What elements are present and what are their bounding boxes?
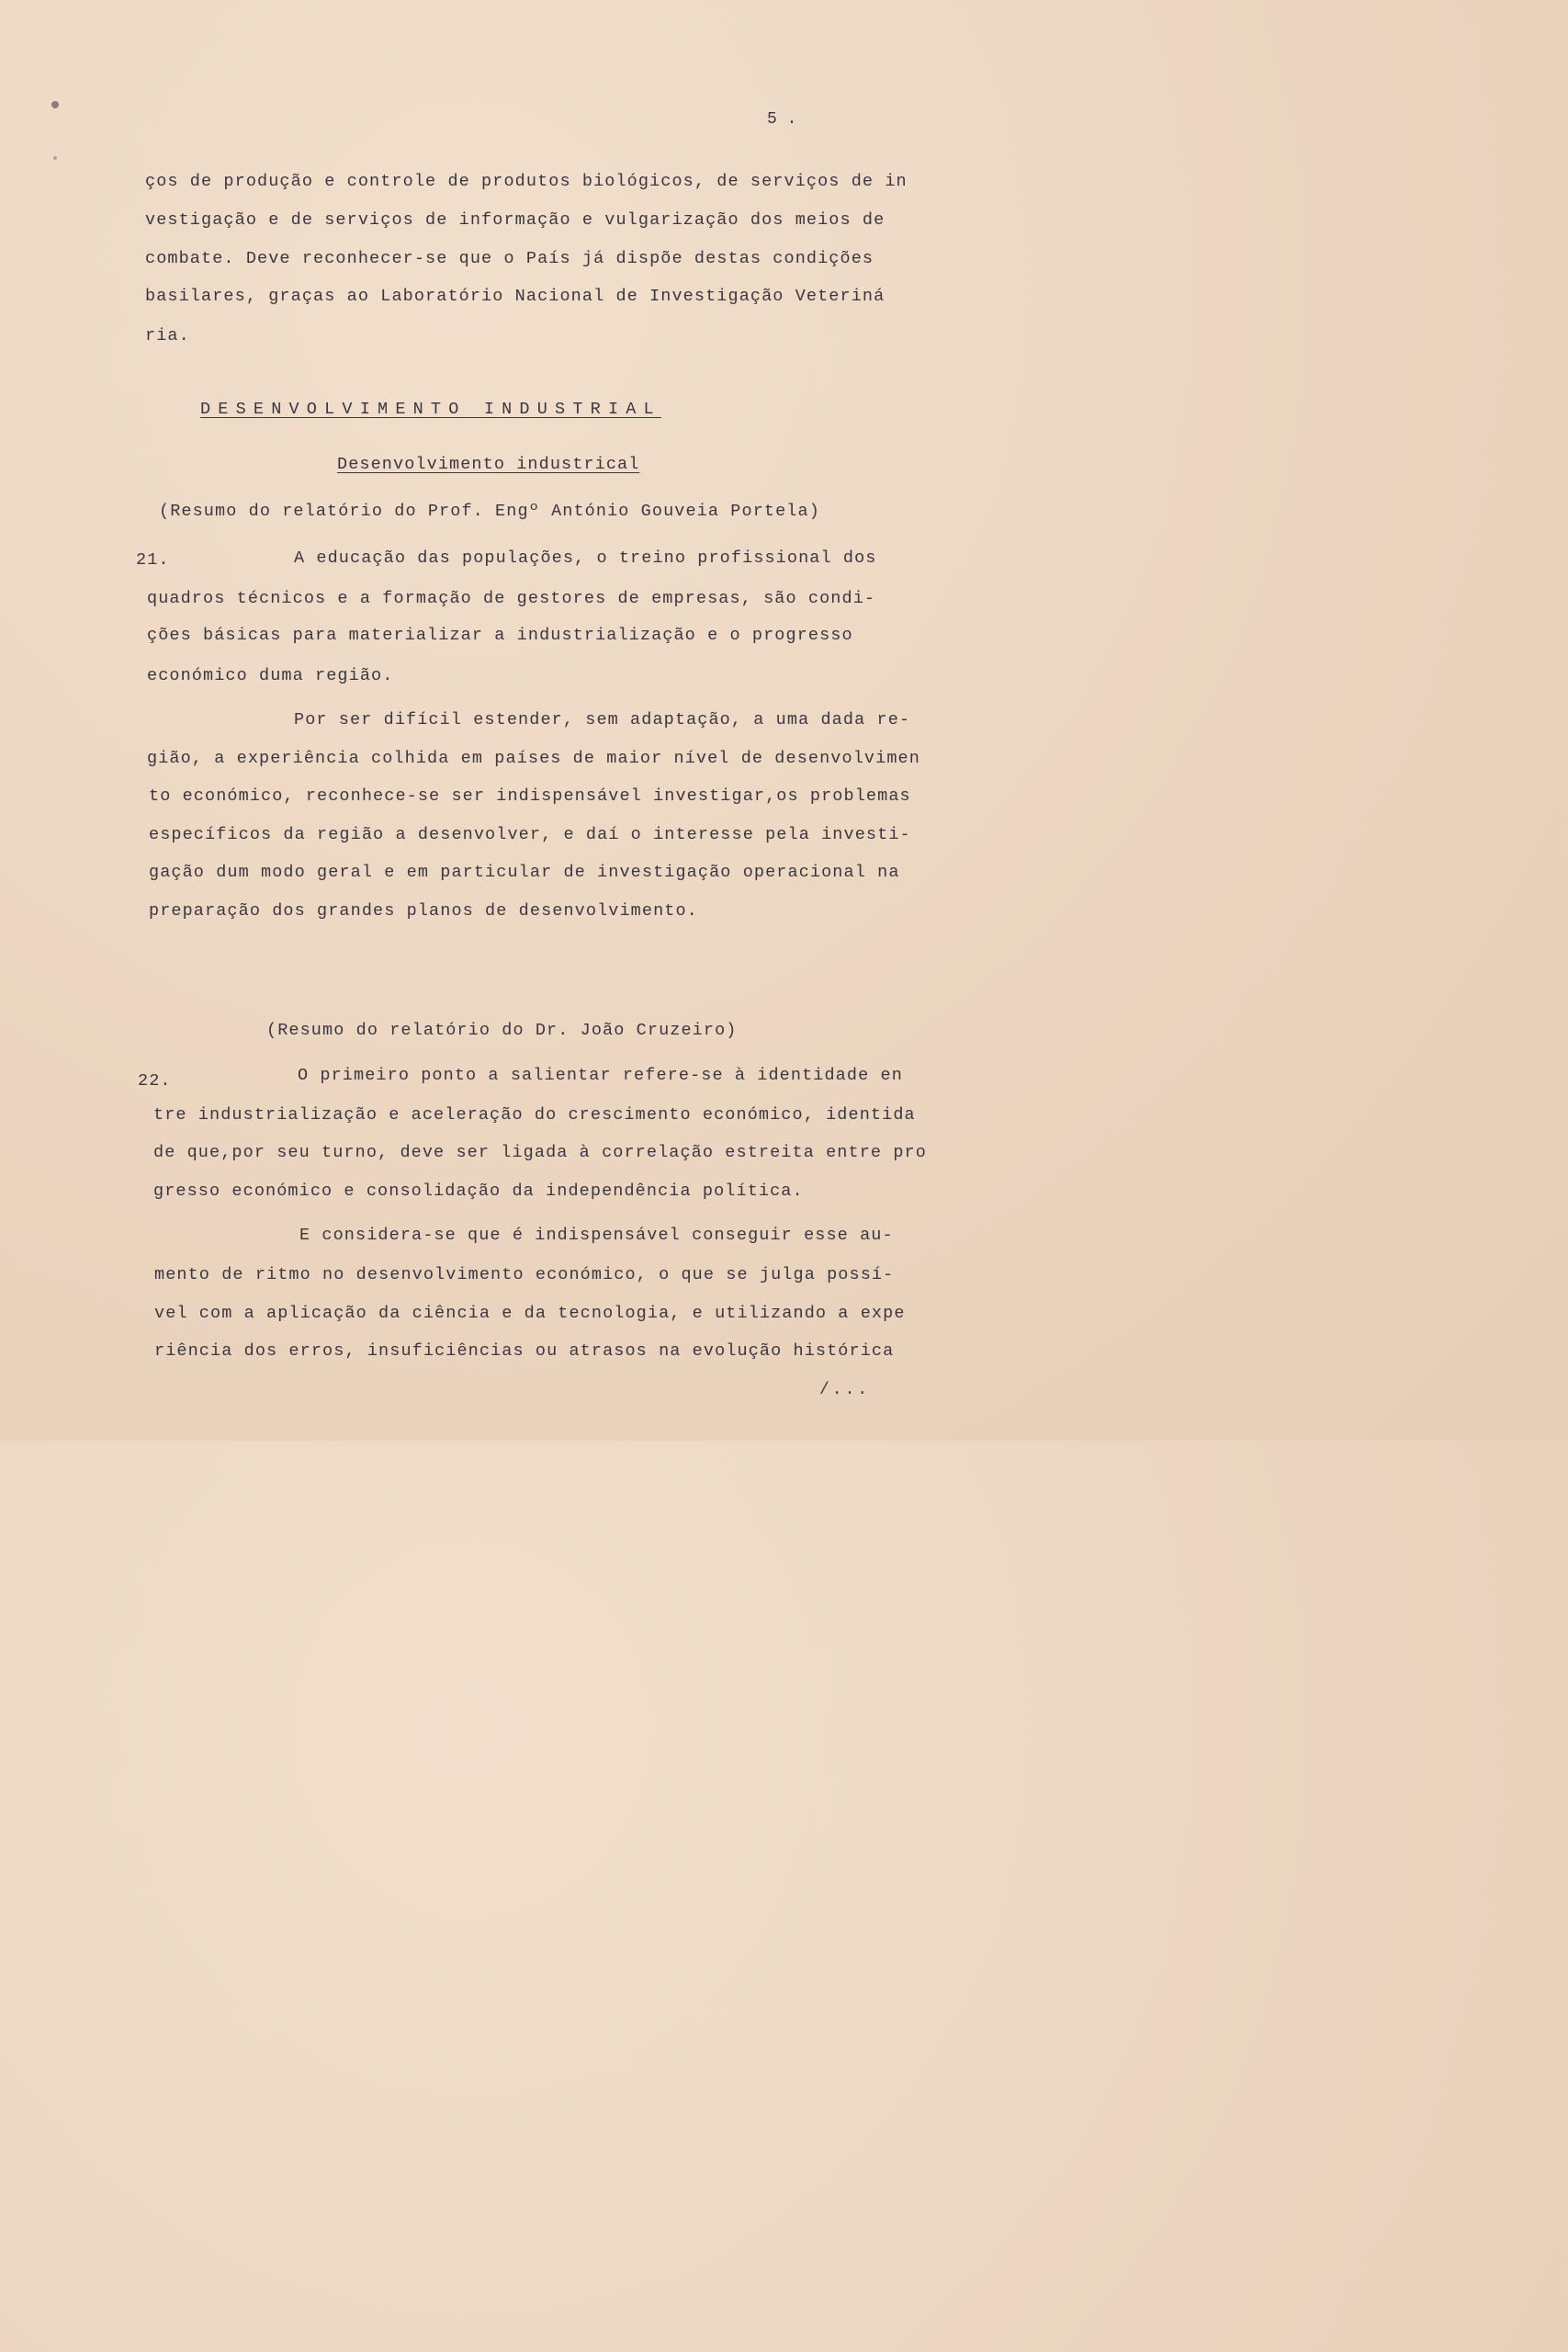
text-line: Por ser difícil estender, sem adaptação, a uma dada re-	[294, 710, 911, 729]
text-line: quadros técnicos e a formação de gestores de empresas, são condi-	[147, 589, 876, 608]
paragraph-number: 21.	[136, 550, 170, 570]
text-line: tre industrialização e aceleração do crescimento económico, identida	[153, 1105, 916, 1125]
punch-mark	[53, 156, 57, 160]
section-heading: DESENVOLVIMENTO INDUSTRIAL	[200, 400, 661, 419]
document-page	[0, 0, 961, 1441]
paragraph-number: 22.	[138, 1071, 172, 1091]
text-line: gresso económico e consolidação da independência política.	[153, 1182, 804, 1201]
text-line: vel com a aplicação da ciência e da tecnologia, e utilizando a expe	[154, 1304, 906, 1323]
punch-mark	[51, 101, 59, 108]
text-line: to económico, reconhece-se ser indispensável investigar,os problemas	[149, 786, 911, 806]
subheading: Desenvolvimento industrical	[337, 455, 640, 474]
text-line: de que,por seu turno, deve ser ligada à correlação estreita entre pro	[153, 1143, 927, 1162]
text-line: vestigação e de serviços de informação e vulgarização dos meios de	[145, 210, 886, 230]
text-line: mento de ritmo no desenvolvimento económico, o que se julga possí-	[154, 1265, 895, 1284]
text-line: gação dum modo geral e em particular de investigação operacional na	[149, 863, 900, 882]
text-line: O primeiro ponto a salientar refere-se à identidade en	[298, 1066, 903, 1085]
text-line: riência dos erros, insuficiências ou atrasos na evolução histórica	[154, 1341, 895, 1361]
text-line: basilares, graças ao Laboratório Nacional de Investigação Veteriná	[145, 287, 886, 306]
page-number: 5 .	[767, 110, 797, 129]
summary-title: (Resumo do relatório do Dr. João Cruzeiro)	[266, 1021, 738, 1040]
continuation-mark: /...	[819, 1381, 871, 1399]
text-line: E considera-se que é indispensável conseguir esse au-	[299, 1226, 894, 1245]
summary-title: (Resumo do relatório do Prof. Engº António Gouveia Portela)	[159, 502, 820, 521]
text-line: gião, a experiência colhida em países de maior nível de desenvolvimen	[147, 749, 920, 768]
text-line: ços de produção e controle de produtos biológicos, de serviços de in	[145, 172, 908, 191]
text-line: específicos da região a desenvolver, e daí o interesse pela investi-	[149, 825, 911, 844]
text-line: ções básicas para materializar a industrialização e o progresso	[147, 626, 853, 645]
text-line: combate. Deve reconhecer-se que o País já dispõe destas condições	[145, 249, 874, 268]
text-line: económico duma região.	[147, 666, 394, 685]
text-line: preparação dos grandes planos de desenvolvimento.	[149, 901, 698, 921]
text-line: A educação das populações, o treino profissional dos	[294, 548, 877, 568]
text-line: ria.	[145, 326, 190, 345]
